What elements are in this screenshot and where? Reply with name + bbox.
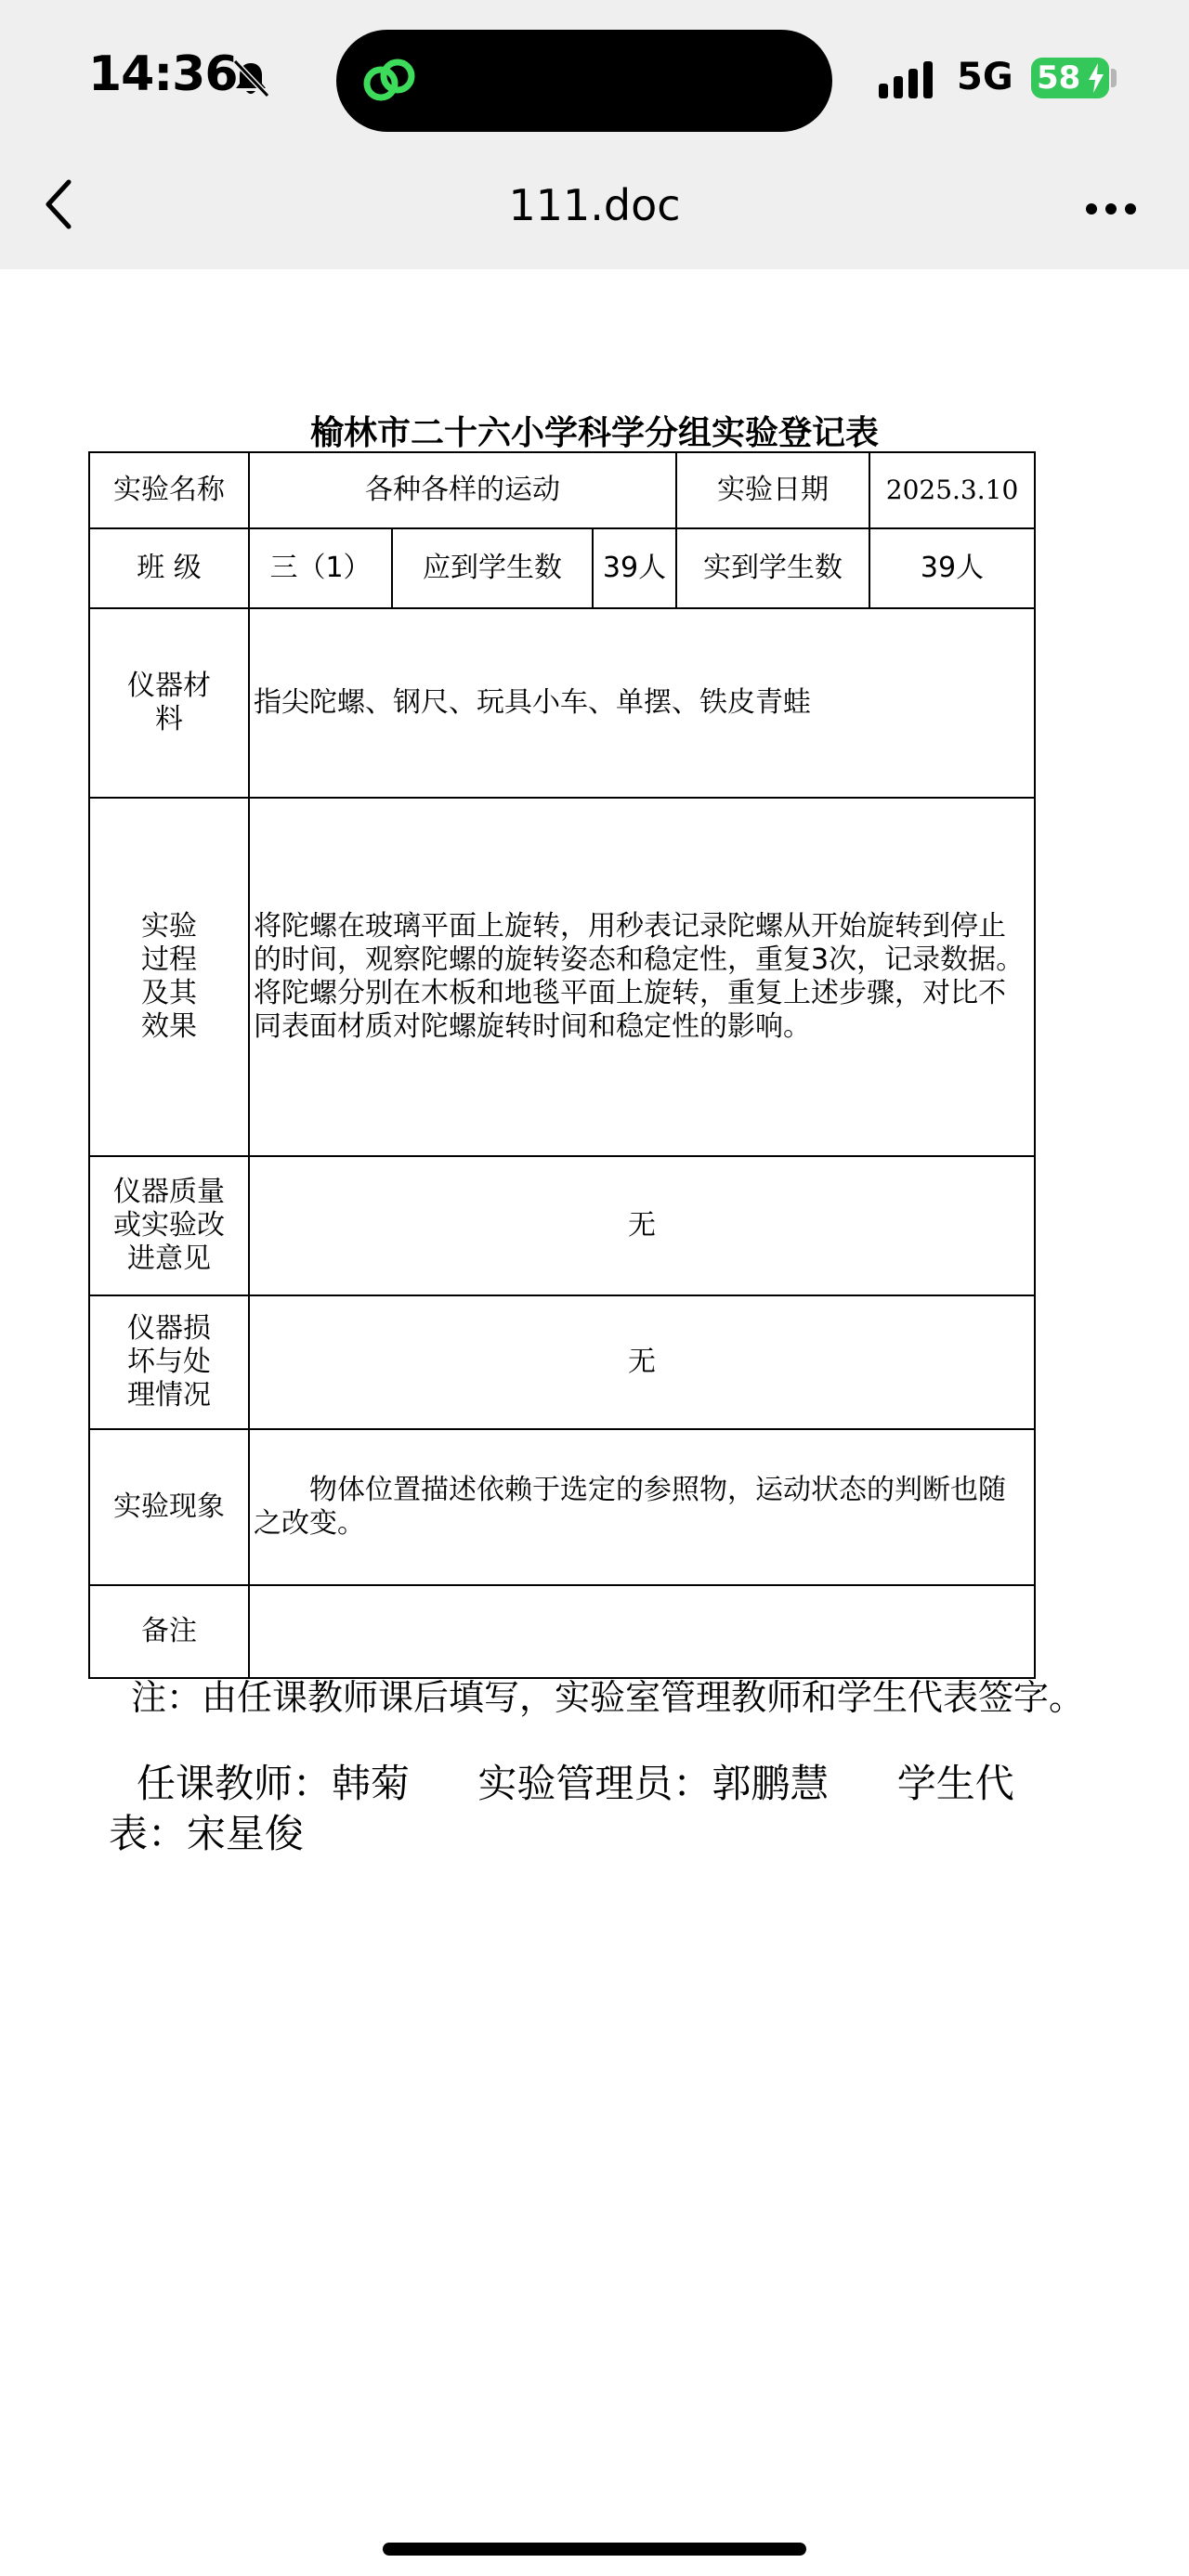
experiment-registration-table <box>88 451 1036 1679</box>
footnote: 注：由任课教师课后填写，实验室管理教师和学生代表签字。 <box>131 1677 1085 1718</box>
top-bar <box>0 0 1189 269</box>
experiment-date-label: 实验日期 <box>676 452 869 528</box>
actual-students-label: 实到学生数 <box>676 528 869 608</box>
charging-bolt-icon <box>1087 63 1105 93</box>
chain-link-app-icon <box>359 50 420 111</box>
table-row <box>89 1429 1035 1585</box>
table-row <box>89 1295 1035 1429</box>
table-row <box>89 528 1035 608</box>
signal-icon <box>877 59 938 100</box>
remarks-label: 备注 <box>89 1585 249 1678</box>
status-time: 14:36 <box>88 46 238 102</box>
battery-cap <box>1111 69 1117 87</box>
materials-value: 指尖陀螺、钢尺、玩具小车、单摆、铁皮青蛙 <box>249 608 1035 798</box>
table-row <box>89 1585 1035 1678</box>
dynamic-island[interactable] <box>336 30 832 132</box>
battery-level: 58 <box>1037 59 1081 97</box>
document-filename: 111.doc <box>508 180 681 230</box>
damage-label: 仪器损坏与处理情况 <box>89 1295 249 1429</box>
phenomenon-value: 物体位置描述依赖于选定的参照物，运动状态的判断也随之改变。 <box>249 1429 1035 1585</box>
network-label: 5G <box>957 56 1013 98</box>
class-label: 班 级 <box>89 528 249 608</box>
actual-students-value: 39人 <box>869 528 1035 608</box>
process-label: 实验过程及其效果 <box>89 798 249 1156</box>
experiment-name-value: 各种各样的运动 <box>249 452 676 528</box>
table-row <box>89 1156 1035 1295</box>
damage-value: 无 <box>249 1295 1035 1429</box>
remarks-value <box>249 1585 1035 1678</box>
signers-line: 任课教师：韩菊 实验管理员：郭鹏慧 学生代表：宋星俊 <box>109 1761 1014 1856</box>
process-value: 将陀螺在玻璃平面上旋转，用秒表记录陀螺从开始旋转到停止的时间，观察陀螺的旋转姿态和稳定性，重复3次，记录数据。将陀螺分别在木板和地毯平面上旋转，重复上述步骤，对比不同表面材质对陀螺旋转时间和稳定性的影响。 <box>249 798 1035 1156</box>
table-row <box>89 798 1035 1156</box>
table-row <box>89 608 1035 798</box>
experiment-name-label: 实验名称 <box>89 452 249 528</box>
document-title: 榆林市二十六小学科学分组实验登记表 <box>309 413 879 452</box>
phenomenon-label: 实验现象 <box>89 1429 249 1585</box>
materials-label: 仪器材料 <box>89 608 249 798</box>
table-row <box>89 452 1035 528</box>
battery-indicator <box>1031 58 1109 98</box>
bell-off-icon <box>230 58 271 98</box>
home-indicator[interactable] <box>383 2543 806 2556</box>
improvement-label: 仪器质量或实验改进意见 <box>89 1156 249 1295</box>
expected-students-label: 应到学生数 <box>392 528 593 608</box>
class-value: 三（1） <box>249 528 392 608</box>
experiment-date-value: 2025.3.10 <box>869 452 1035 528</box>
expected-students-value: 39人 <box>593 528 676 608</box>
more-options-icon[interactable] <box>1085 202 1137 215</box>
improvement-value: 无 <box>249 1156 1035 1295</box>
